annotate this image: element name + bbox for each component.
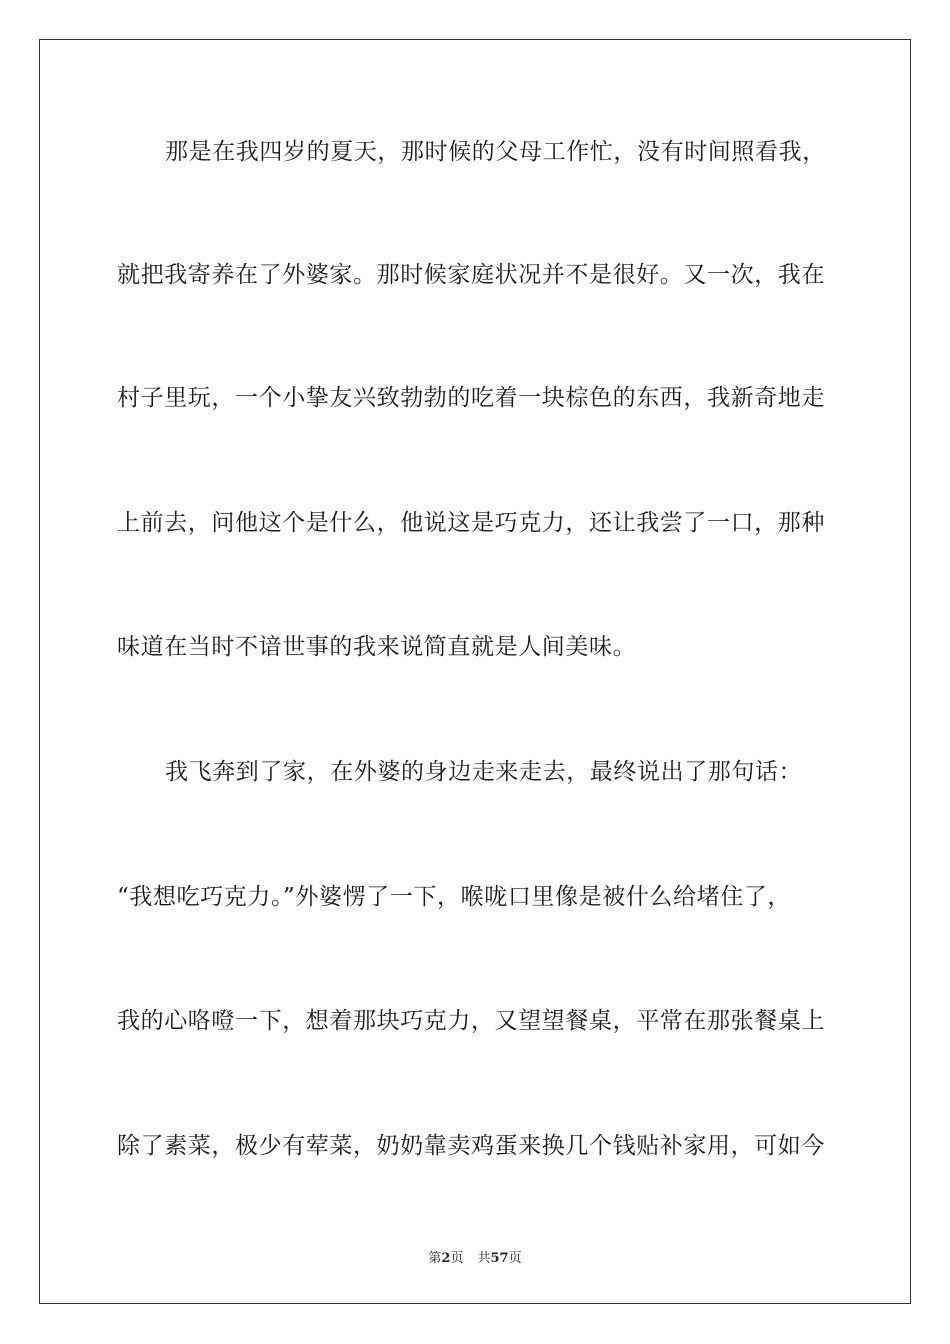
paragraph-2-line-1: 我飞奔到了家，在外婆的身边走来走去，最终说出了那句话： (165, 759, 803, 785)
page-label-prefix: 第 (428, 1251, 442, 1266)
page-footer (0, 1247, 950, 1266)
total-label-prefix: 共 (477, 1251, 491, 1266)
paragraph-1-line-4: 上前去，问他这个是什么，他说这是巧克力，还让我尝了一口，那种 (117, 510, 825, 536)
paragraph-1-line-5: 味道在当时不谙世事的我来说简直就是人间美味。 (117, 634, 637, 660)
total-label-suffix: 页 (508, 1251, 522, 1266)
paragraph-2-line-3: 我的心咯噔一下，想着那块巧克力，又望望餐桌，平常在那张餐桌上 (117, 1008, 825, 1034)
paragraph-1-line-2: 就把我寄养在了外婆家。那时候家庭状况并不是很好。又一次，我在 (117, 262, 825, 288)
paragraph-1-line-1: 那是在我四岁的夏天，那时候的父母工作忙，没有时间照看我， (165, 139, 826, 165)
paragraph-1-line-3: 村子里玩，一个小挚友兴致勃勃的吃着一块棕色的东西，我新奇地走 (117, 385, 825, 411)
paragraph-2-line-2: “我想吃巧克力。”外婆愣了一下，喉咙口里像是被什么给堵住了， (117, 884, 792, 910)
paragraph-2-line-4: 除了素菜，极少有荤菜，奶奶靠卖鸡蛋来换几个钱贴补家用，可如今 (117, 1133, 825, 1159)
page-number: 2 (441, 1251, 451, 1266)
page-border (39, 39, 911, 1304)
page-label-suffix: 页 (450, 1251, 464, 1266)
total-pages: 57 (490, 1251, 509, 1266)
